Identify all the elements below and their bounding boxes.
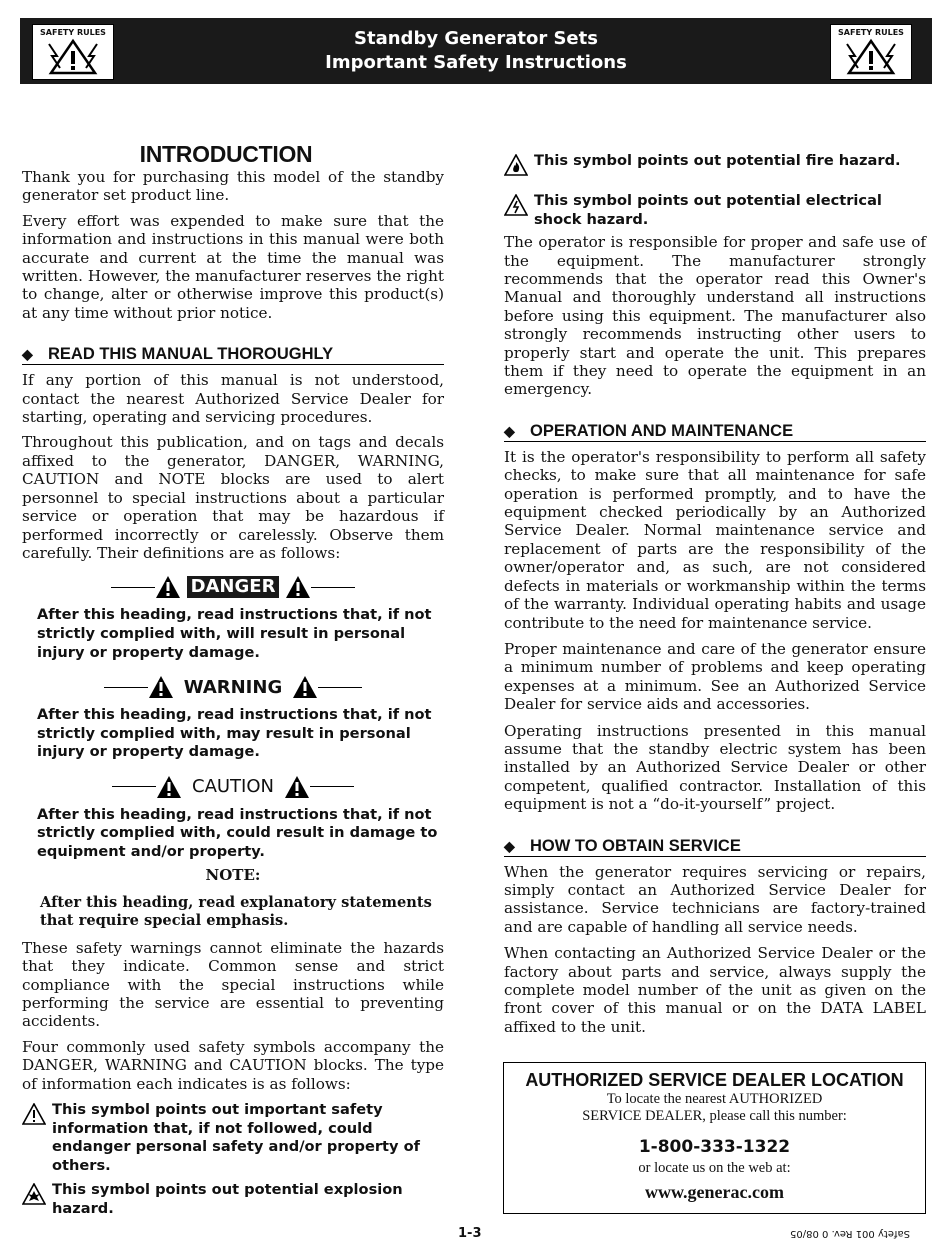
- right-column: [504, 152, 926, 1044]
- symbol-safety-text: This symbol points out important safety information that, if not followed, could endanger personal safety and/or property of others.: [52, 1101, 420, 1174]
- intro-paragraph-2: Every effort was expended to make sure that the information and instructions in this manual were both accurate and current at the time the manual was written. However, the manufacturer reserves the right to change, alter or otherwise improve this product(s) at any time without prior notice.: [22, 211, 444, 322]
- operator-paragraph: The operator is responsible for proper and safe use of the equipment. The manufacturer strongly recommends that the operator read this Owner's Manual and thoroughly understand all instructions before using this equipment. The manufacturer also strongly recommends instructing other users to properly start and operate the unit. This prepares them if they need to operate the equipment in an emergency.: [504, 233, 926, 399]
- introduction-title: INTRODUCTION: [139, 141, 313, 167]
- symbol-explosion-text: This symbol points out potential explosion hazard.: [52, 1181, 403, 1218]
- dealer-line-3: or locate us on the web at:: [638, 1160, 791, 1176]
- divider: [111, 587, 155, 588]
- dealer-title: AUTHORIZED SERVICE DEALER LOCATION: [525, 1070, 904, 1090]
- read-heading-text: READ THIS MANUAL THOROUGHLY: [48, 345, 334, 364]
- symbol-fire-text: This symbol points out potential fire hazard.: [534, 152, 901, 169]
- dealer-line-2: SERVICE DEALER, please call this number:: [582, 1108, 847, 1124]
- caution-signal-heading: [22, 772, 444, 802]
- badge-label: SAFETY RULES: [40, 28, 106, 37]
- section-heading-service: [504, 836, 926, 857]
- symbol-item-safety: [22, 1101, 444, 1175]
- electrical-shock-icon: [504, 194, 528, 216]
- danger-definition: After this heading, read instructions that, if not strictly complied with, will result in personal injury or property damage.: [37, 606, 432, 661]
- warning-triangle-icon: [156, 775, 182, 799]
- warning-triangle-icon: [285, 575, 311, 599]
- diamond-bullet-icon: ◆: [22, 346, 33, 363]
- badge-label: SAFETY RULES: [838, 28, 904, 37]
- page-number: 1-3: [458, 1226, 482, 1241]
- warning-triangle-icon: [148, 675, 174, 699]
- safety-alert-icon: [22, 1103, 46, 1125]
- left-column: [22, 140, 444, 1225]
- warning-triangle-icon: [841, 38, 901, 76]
- document-code: Safety 001 Rev. 0 08/05: [790, 1228, 910, 1239]
- section-heading-read-manual: [22, 344, 444, 365]
- safety-rules-badge-right: [830, 24, 912, 80]
- divider: [318, 687, 362, 688]
- warning-triangle-icon: [155, 575, 181, 599]
- divider: [104, 687, 148, 688]
- header-title-line2: Important Safety Instructions: [325, 52, 627, 73]
- header-title-line1: Standby Generator Sets: [354, 28, 598, 49]
- dealer-phone-number[interactable]: 1-800-333-1322: [638, 1137, 791, 1157]
- read-paragraph-2: Throughout this publication, and on tags and decals affixed to the generator, DANGER, WARNING, CAUTION and NOTE blocks are used to alert personnel to special instructions about a particular service or operation that may be hazardous if performed incorrectly or carelessly. Observe them carefully. Their definitions are as follows:: [22, 433, 444, 562]
- op-heading-text: OPERATION AND MAINTENANCE: [530, 421, 794, 440]
- warning-signal-heading: [22, 672, 444, 702]
- diamond-bullet-icon: ◆: [504, 422, 515, 439]
- divider: [311, 587, 355, 588]
- page-header: [20, 18, 932, 84]
- intro-paragraph-1: Thank you for purchasing this model of the standby generator set product line.: [22, 168, 444, 205]
- dealer-location-box: [503, 1062, 926, 1214]
- divider: [112, 786, 156, 787]
- service-paragraph-2: When contacting an Authorized Service Dealer or the factory about parts and service, always supply the complete model number of the unit as given on the front cover of this manual or on the DATA LABEL affixed to the unit.: [504, 944, 926, 1036]
- warning-definition: After this heading, read instructions that, if not strictly complied with, may result in personal injury or property damage.: [37, 706, 432, 761]
- explosion-hazard-icon: [22, 1183, 46, 1205]
- caution-label: CAUTION: [192, 776, 274, 798]
- safety-paragraph-2: Four commonly used safety symbols accompany the DANGER, WARNING and CAUTION blocks. The type of information each indicates is as follows:: [22, 1037, 444, 1093]
- read-paragraph-1: If any portion of this manual is not understood, contact the nearest Authorized Service Dealer for starting, operating and servicing procedures.: [22, 371, 444, 427]
- operation-paragraph-1: It is the operator's responsibility to perform all safety checks, to make sure that all maintenance for safe operation is performed promptly, and to have the equipment checked periodically by an Authorized Service Dealer. Normal maintenance service and replacement of parts are the responsibility of the owner/operator and, as such, are not considered defects in materials or workmanship within the terms of the warranty. Individual operating habits and usage contribute to the need for maintenance service.: [504, 447, 926, 632]
- safety-paragraph-1: These safety warnings cannot eliminate the hazards that they indicate. Common sense and strict compliance with the special instructions while performing the service are essential to preventing accidents.: [22, 938, 444, 1031]
- caution-definition: After this heading, read instructions that, if not strictly complied with, could result in damage to equipment and/or property.: [37, 805, 438, 861]
- symbol-item-explosion: [22, 1181, 444, 1218]
- dealer-line-1: To locate the nearest AUTHORIZED: [606, 1091, 823, 1107]
- fire-hazard-icon: [504, 154, 528, 176]
- service-paragraph-1: When the generator requires servicing or repairs, simply contact an Authorized Service Dealer for assistance. Service technicians are factory-trained and are capable of handling all service needs.: [504, 862, 926, 936]
- safety-rules-badge-left: [32, 24, 114, 80]
- danger-label: DANGER: [187, 576, 280, 598]
- warning-triangle-icon: [43, 38, 103, 76]
- note-label: NOTE:: [205, 865, 261, 884]
- symbol-item-shock: [504, 192, 926, 229]
- diamond-bullet-icon: ◆: [504, 837, 515, 854]
- header-title: [140, 27, 812, 75]
- symbol-item-fire: [504, 152, 926, 180]
- section-heading-operation: [504, 421, 926, 442]
- symbol-shock-text: This symbol points out potential electrical shock hazard.: [534, 192, 882, 228]
- warning-label: WARNING: [183, 676, 283, 698]
- divider: [310, 786, 354, 787]
- warning-triangle-icon: [284, 775, 310, 799]
- service-heading-text: HOW TO OBTAIN SERVICE: [530, 836, 741, 855]
- operation-paragraph-2: Proper maintenance and care of the generator ensure a minimum number of problems and keep operating expenses at a minimum. See an Authorized Service Dealer for service aids and accessories.: [504, 639, 926, 714]
- dealer-website-link[interactable]: www.generac.com: [645, 1182, 784, 1202]
- danger-signal-heading: [22, 572, 444, 602]
- note-definition: After this heading, read explanatory statements that require special emphasis.: [40, 893, 432, 930]
- operation-paragraph-3: Operating instructions presented in this manual assume that the standby electric system has been installed by an Authorized Service Dealer or other competent, qualified contractor. Installation of this equipment is not a “do-it-yourself” project.: [504, 721, 926, 814]
- warning-triangle-icon: [292, 675, 318, 699]
